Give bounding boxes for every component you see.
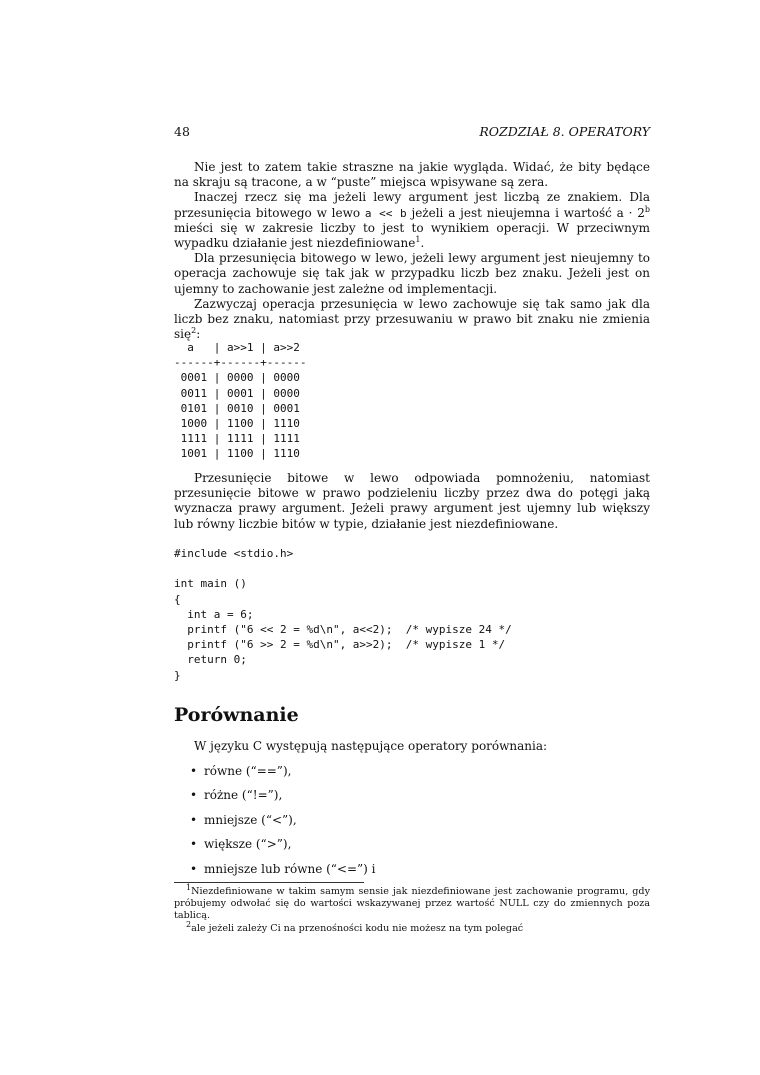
footnote-ref-2: 2 [191,326,197,336]
bullet-icon: • [190,861,198,876]
paragraph-2: Inaczej rzecz się ma jeżeli lewy argument jest liczbą ze znakiem. Dla przesunięcia bitowego w lewo a << b jeżeli a jest nieujemna i wartość $a \cdot 2^b$ mieści się w zakresie liczby to jest to wynikiem operacji. W przeciwnym wypadku działanie jest niezdefiniowane$^1$. [174,190,650,251]
list-item: • różne (“!=”), [190,788,283,803]
bullet-icon: • [190,764,198,778]
body-text-top [174,160,650,342]
footnote-ref-1: 1 [415,235,421,245]
section-heading: Porównanie [174,704,299,726]
bullet-icon: • [190,812,198,827]
code-listing [174,546,512,683]
list-item: • mniejsze (“<”), [190,812,297,827]
bullet-icon: • [190,788,198,803]
body-text-middle [174,471,650,532]
paragraph-1: Nie jest to zatem takie straszne na jakie wygląda. Widać, że bity będące na skraju są tracone, a w “puste” miejsca wpisywane są zera. [174,160,650,190]
running-header [174,124,650,142]
shift-table [174,340,306,462]
operator-list [190,764,376,886]
paragraph-3: Dla przesunięcia bitowego w lewo, jeżeli lewy argument jest nieujemny to operacja zachowuje się tak jak w przypadku liczb bez znaku. Jeżeli jest on ujemny to zachowanie jest zależne od implementacji. [174,251,650,296]
paragraph-5: Przesunięcie bitowe w lewo odpowiada pomnożeniu, natomiast przesunięcie bitowe w prawo podzieleniu liczby przez dwa do potęgi jaką wyznacza prawy argument. Jeżeli prawy argument jest ujemny lub większy lub równy liczbie bitów w typie, działanie jest niezdefiniowane. [174,471,650,531]
footnotes [174,882,650,935]
shift-table-text: a | a>>1 | a>>2 ------+------+------ 0001 | 0000 | 0000 0011 | 0001 | 0000 0101 | 0010 | 0001 1000 | 1100 | 1110 1111 | 1111 | 1111 1001 | 1100 | 1110 [174,341,307,461]
list-item: • równe (“==”), [190,764,292,778]
chapter-title: ROZDZIAŁ 8. OPERATORY [479,124,650,139]
exponent: b [644,204,650,214]
paragraph-4: Zazwyczaj operacja przesunięcia w lewo zachowuje się tak samo jak dla liczb bez znaku, natomiast przy przesuwaniu w prawo bit znaku nie zmienia się$^2$: [174,296,650,342]
code-listing-text: #include <stdio.h> int main () { int a = 6; printf ("6 << 2 = %d\n", a<<2); /* wypisze 24 */ printf ("6 >> 2 = %d\n", a>>2); /* wypisze 1 */ return 0; } [174,547,512,682]
bullet-icon: • [190,837,198,852]
section-intro: W języku C występują następujące operatory porównania: [194,739,548,753]
inline-code: a << b [364,206,407,220]
page-number: 48 [174,124,190,139]
list-item: • mniejsze lub równe (“<=”) i [190,861,376,876]
footnote-divider [174,882,364,883]
footnote-1: $^1$Niezdefiniowane w takim samym sensie jak niezdefiniowane jest zachowanie programu, gdy próbujemy odwołać się do wartości wskazywanej przez wartość NULL czy do zmiennych poza tablicą. [174,882,650,922]
footnote-2: $^2$ale jeżeli zależy Ci na przenośności kodu nie możesz na tym polegać [186,919,524,934]
list-item: • większe (“>”), [190,837,292,852]
